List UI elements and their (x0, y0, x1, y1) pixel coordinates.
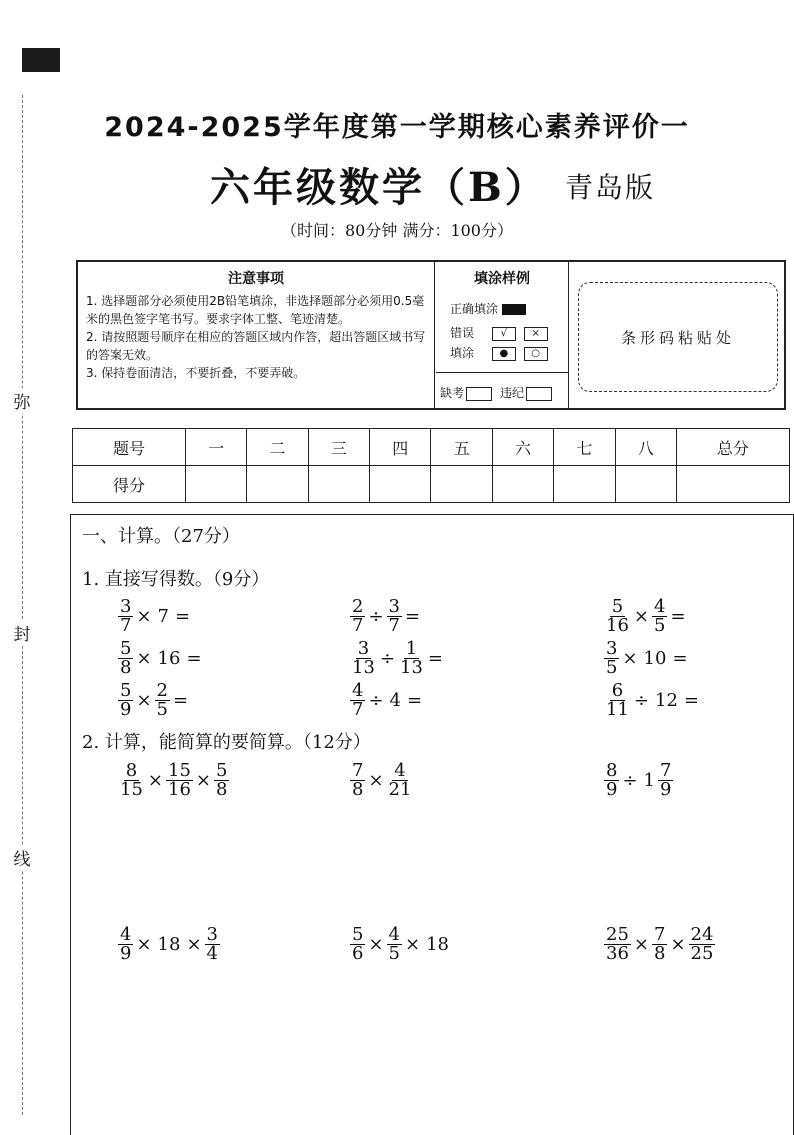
operator: = (672, 647, 688, 669)
fraction (387, 598, 402, 635)
operator: × (633, 605, 649, 627)
score-header-cell: 六 (492, 429, 553, 466)
fraction-denominator: 7 (352, 615, 364, 636)
fraction-denominator: 9 (120, 943, 132, 964)
operator: ÷ (622, 769, 638, 791)
operator: × (186, 933, 202, 955)
fraction-numerator: 25 (606, 924, 629, 945)
fraction-denominator: 7 (120, 615, 132, 636)
wrong-fill-row-1 (450, 324, 548, 341)
operator: × (405, 933, 421, 955)
fraction (604, 926, 631, 963)
binding-label-2: 封 (10, 620, 34, 645)
number: 16 (157, 647, 181, 669)
fraction-denominator: 5 (654, 615, 666, 636)
score-header-cell: 五 (431, 429, 492, 466)
score-header-cell: 总分 (676, 429, 789, 466)
fraction (205, 926, 220, 963)
fraction-numerator: 3 (388, 596, 400, 617)
absent-checkbox[interactable] (466, 387, 492, 401)
q1-expression (604, 598, 689, 635)
fraction (118, 682, 133, 719)
score-header-cell: 四 (370, 429, 431, 466)
number: 18 (426, 933, 449, 955)
barcode-label: 条形码粘贴处 (620, 328, 735, 347)
q1-expression (118, 598, 193, 635)
fraction-numerator: 5 (352, 924, 364, 945)
score-cell[interactable] (554, 466, 615, 503)
question-1-title: 1. 直接写得数。（9分） (82, 569, 270, 590)
q1-expression (350, 598, 423, 635)
divider (436, 372, 568, 373)
wrong-fill-label-1: 错误 (450, 326, 475, 340)
fraction (350, 762, 365, 799)
operator: × (368, 769, 384, 791)
fraction (118, 640, 133, 677)
binding-line (22, 95, 23, 1115)
absent-label: 缺考 (440, 386, 465, 400)
fraction-numerator: 3 (206, 924, 218, 945)
correct-fill-label: 正确填涂 (450, 302, 499, 316)
wrong-fill-label-2: 填涂 (450, 346, 475, 360)
number: 12 (655, 689, 678, 711)
fraction (658, 762, 673, 799)
score-cell[interactable] (676, 466, 789, 503)
notice-item: 2. 请按照题号顺序在相应的答题区域内作答，超出答题区域书写的答案无效。 (86, 330, 426, 362)
fraction-denominator: 5 (156, 699, 168, 720)
operator: × (136, 605, 152, 627)
score-table-header-row (73, 429, 790, 466)
number: 1 (643, 769, 655, 791)
fraction-denominator: 11 (606, 699, 629, 720)
fraction (604, 640, 619, 677)
operator: × (670, 933, 686, 955)
operator: = (186, 647, 202, 669)
fraction-numerator: 3 (357, 638, 370, 659)
exam-term-title: 2024-2025学年度第一学期核心素养评价一 (104, 112, 690, 143)
fraction (652, 926, 667, 963)
fraction-numerator: 4 (654, 596, 666, 617)
operator: ÷ (368, 605, 384, 627)
score-header-cell: 一 (186, 429, 247, 466)
wrong-dot-mark: ● (492, 347, 516, 361)
wrong-fill-row-2 (450, 344, 548, 361)
fraction (118, 762, 145, 799)
score-row-label: 得分 (73, 466, 186, 503)
fraction-numerator: 5 (120, 680, 132, 701)
fraction-numerator: 15 (168, 760, 191, 781)
fraction-numerator: 2 (352, 596, 364, 617)
operator: = (405, 605, 421, 627)
score-header-cell: 三 (308, 429, 369, 466)
score-cell[interactable] (308, 466, 369, 503)
fraction-denominator: 8 (352, 779, 364, 800)
q2-expression (604, 762, 673, 799)
fraction (350, 640, 377, 677)
fraction (387, 762, 414, 799)
fill-sample-column (436, 262, 569, 408)
exam-main-title: 六年级数学（B） (210, 164, 548, 211)
score-cell[interactable] (492, 466, 553, 503)
fraction-denominator: 15 (120, 779, 143, 800)
fraction-numerator: 7 (654, 924, 666, 945)
score-cell[interactable] (615, 466, 676, 503)
number: 7 (157, 605, 169, 627)
correct-fill-row (450, 300, 526, 317)
score-table (72, 428, 790, 503)
operator: × (136, 933, 152, 955)
wrong-check-mark: √ (492, 327, 516, 341)
notice-item: 1. 选择题部分必须使用2B铅笔填涂，非选择题部分必须用0.5毫米的黑色签字笔书写。要求字体工整、笔迹清楚。 (86, 294, 425, 326)
barcode-column (570, 262, 784, 408)
fraction (689, 926, 716, 963)
fraction (118, 598, 133, 635)
wrong-circle-mark: ○ (524, 347, 548, 361)
score-header-cell: 八 (615, 429, 676, 466)
number: 10 (643, 647, 667, 669)
q2-expression (350, 926, 452, 963)
fraction-denominator: 16 (168, 779, 191, 800)
score-table-score-row (73, 466, 790, 503)
score-header-cell: 二 (247, 429, 308, 466)
operator: = (670, 605, 686, 627)
fraction (604, 762, 619, 799)
operator: = (173, 689, 189, 711)
score-header-cell: 题号 (73, 429, 186, 466)
notice-title: 注意事项 (228, 271, 284, 287)
score-cell[interactable] (247, 466, 308, 503)
fraction (387, 926, 402, 963)
operator: = (683, 689, 699, 711)
fraction-denominator: 7 (352, 699, 364, 720)
fraction-denominator: 9 (606, 779, 618, 800)
fraction-numerator: 8 (606, 760, 618, 781)
fraction-denominator: 16 (606, 615, 629, 636)
fill-sample-title: 填涂样例 (474, 271, 530, 287)
wrong-cross-mark: × (524, 327, 548, 341)
fraction-denominator: 9 (660, 779, 672, 800)
number: 18 (157, 933, 181, 955)
fraction-numerator: 4 (352, 680, 364, 701)
fraction-denominator: 9 (120, 699, 132, 720)
q1-expression (350, 640, 446, 677)
fraction-numerator: 4 (120, 924, 132, 945)
fraction (118, 926, 133, 963)
fraction-denominator: 13 (400, 657, 423, 678)
operator: × (195, 769, 211, 791)
binding-label-1: 弥 (10, 388, 34, 413)
operator: × (622, 647, 638, 669)
q2-expression (118, 762, 229, 799)
fraction-denominator: 7 (388, 615, 400, 636)
operator: = (407, 689, 423, 711)
operator: × (633, 933, 649, 955)
fraction-numerator: 1 (405, 638, 418, 659)
fraction-denominator: 13 (352, 657, 375, 678)
score-cell[interactable] (370, 466, 431, 503)
fraction (604, 598, 631, 635)
fraction (604, 682, 631, 719)
fraction (652, 598, 667, 635)
q2-expression (604, 926, 715, 963)
fraction-denominator: 4 (206, 943, 218, 964)
q1-expression (118, 682, 191, 719)
fraction-numerator: 4 (394, 760, 406, 781)
fraction-numerator: 7 (660, 760, 672, 781)
violation-label: 违纪 (500, 386, 525, 400)
fraction-numerator: 8 (125, 760, 138, 781)
fraction-numerator: 3 (606, 638, 618, 659)
barcode-area (578, 282, 778, 392)
fraction-numerator: 6 (611, 680, 624, 701)
score-cell[interactable] (431, 466, 492, 503)
fraction (350, 598, 365, 635)
fraction-numerator: 2 (156, 680, 168, 701)
fraction (350, 926, 365, 963)
fraction-denominator: 6 (352, 943, 364, 964)
fraction-numerator: 5 (216, 760, 228, 781)
fraction-numerator: 7 (352, 760, 364, 781)
operator: × (136, 689, 152, 711)
score-cell[interactable] (186, 466, 247, 503)
q2-expression (350, 762, 413, 799)
fraction (398, 640, 425, 677)
operator: ÷ (368, 689, 384, 711)
notice-box (76, 260, 786, 410)
operator: = (175, 605, 191, 627)
operator: ÷ (633, 689, 649, 711)
violation-checkbox[interactable] (526, 387, 552, 401)
number: 4 (389, 689, 401, 711)
binding-label-3: 线 (10, 845, 34, 870)
absent-violation-row (440, 384, 560, 401)
fraction-numerator: 3 (120, 596, 132, 617)
fraction (214, 762, 229, 799)
notice-item: 3. 保持卷面清洁，不要折叠，不要弄破。 (86, 366, 306, 380)
fraction-denominator: 36 (606, 943, 629, 964)
operator: ÷ (379, 647, 395, 669)
fraction (166, 762, 193, 799)
fraction-denominator: 8 (654, 943, 666, 964)
fraction-numerator: 4 (388, 924, 400, 945)
corner-mark (22, 48, 60, 72)
q1-expression (118, 640, 205, 677)
q1-expression (604, 640, 691, 677)
fraction-denominator: 21 (388, 779, 412, 800)
fraction-denominator: 5 (388, 943, 400, 964)
exam-version: 青岛版 (565, 171, 656, 204)
exam-time-info: （时间：80分钟 满分：100分） (281, 221, 513, 240)
fraction-denominator: 8 (120, 657, 132, 678)
fraction-denominator: 25 (690, 943, 714, 964)
fraction (155, 682, 170, 719)
fraction-numerator: 5 (611, 596, 624, 617)
operator: × (368, 933, 384, 955)
operator: = (427, 647, 443, 669)
q1-expression (350, 682, 425, 719)
q1-expression (604, 682, 702, 719)
operator: × (136, 647, 152, 669)
q2-expression (118, 926, 220, 963)
notice-column (78, 262, 435, 408)
fraction-denominator: 5 (606, 657, 618, 678)
section-title: 一、计算。（27分） (82, 526, 240, 547)
question-2-title: 2. 计算，能简算的要简算。（12分） (82, 732, 371, 753)
fraction-numerator: 5 (120, 638, 132, 659)
fraction-numerator: 24 (690, 924, 714, 945)
correct-fill-mark (502, 304, 526, 315)
operator: × (147, 769, 163, 791)
fraction (350, 682, 365, 719)
score-header-cell: 七 (554, 429, 615, 466)
fraction-denominator: 8 (216, 779, 228, 800)
